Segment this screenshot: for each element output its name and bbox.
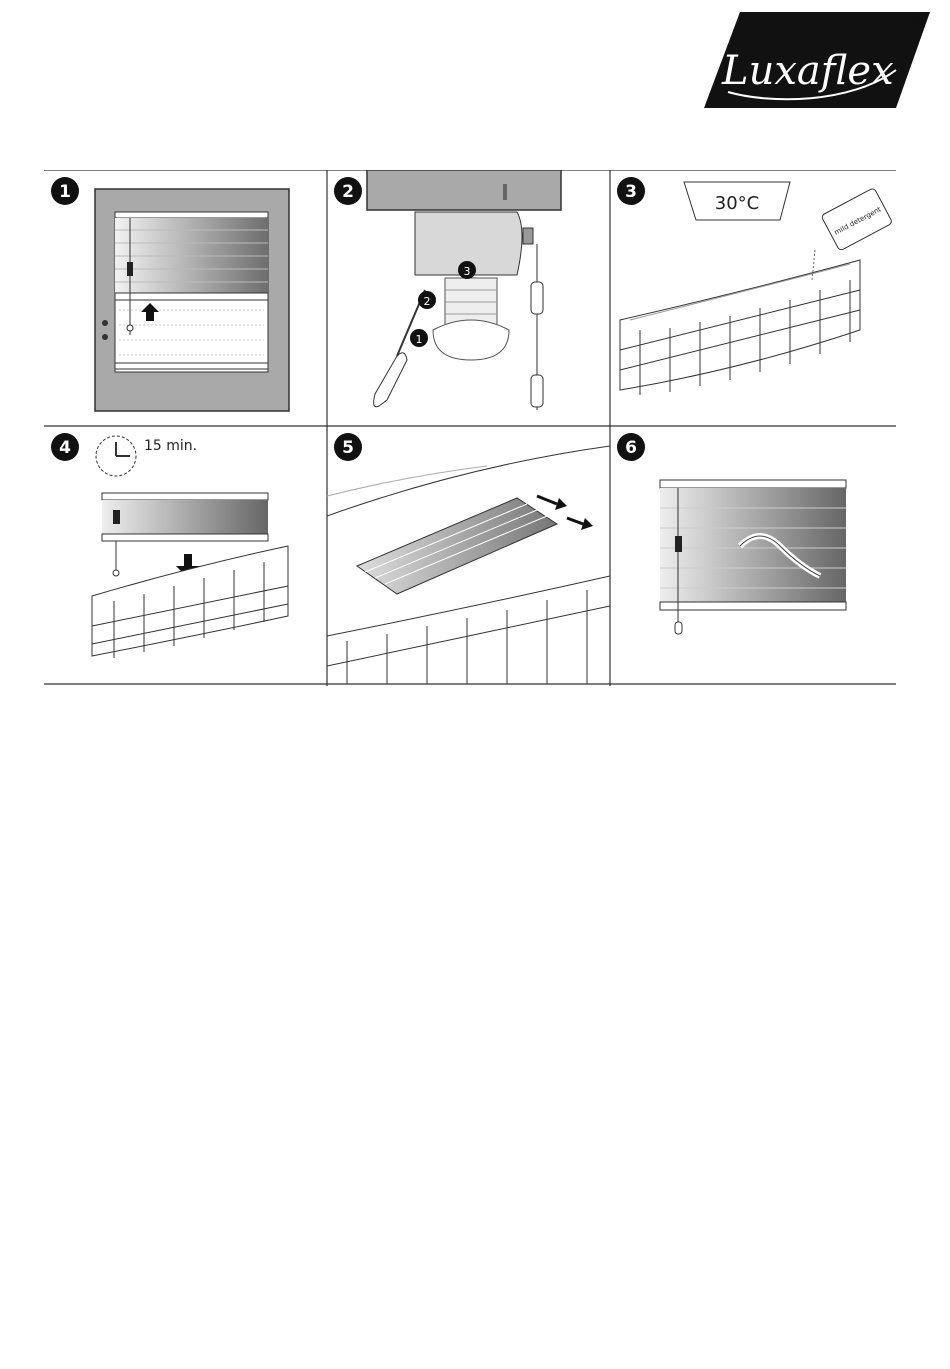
- step-5-badge: [333, 432, 363, 462]
- step-5-panel: [327, 426, 610, 684]
- time-label: 15 min.: [144, 438, 198, 454]
- step-3-badge: [616, 176, 646, 206]
- step-6-badge: [616, 432, 646, 462]
- step-4-number: 4: [59, 438, 71, 458]
- step-6-panel: [610, 426, 896, 684]
- step-2-callout-1: 1: [415, 333, 423, 346]
- step-1-number: 1: [59, 182, 71, 202]
- step-1-illustration: [44, 170, 327, 426]
- step-2-illustration: [327, 170, 610, 426]
- step-4-badge: [50, 432, 80, 462]
- step-2-badge: [333, 176, 363, 206]
- step-1-badge: [50, 176, 80, 206]
- step-6-number: 6: [625, 438, 637, 458]
- step-3-illustration: [610, 170, 896, 426]
- luxaflex-logo: [700, 8, 932, 112]
- temperature-label: 30°C: [714, 193, 760, 214]
- instruction-grid: [44, 170, 896, 686]
- registered-mark: ®: [910, 12, 926, 31]
- step-2-panel: [327, 170, 610, 426]
- step-5-number: 5: [342, 438, 354, 458]
- step-2-number: 2: [342, 182, 354, 202]
- step-2-callout-3: 3: [463, 265, 471, 278]
- logo-wordmark: Luxaflex: [722, 48, 894, 94]
- step-4-panel: [44, 426, 327, 684]
- step-5-illustration: [327, 426, 610, 684]
- detergent-bottle-label: mild detergent: [832, 205, 883, 237]
- step-3-panel: [610, 170, 896, 426]
- step-6-illustration: [610, 426, 896, 684]
- step-4-illustration: [44, 426, 327, 684]
- step-3-number: 3: [625, 182, 637, 202]
- step-2-callout-2: 2: [423, 295, 431, 308]
- step-1-panel: [44, 170, 327, 426]
